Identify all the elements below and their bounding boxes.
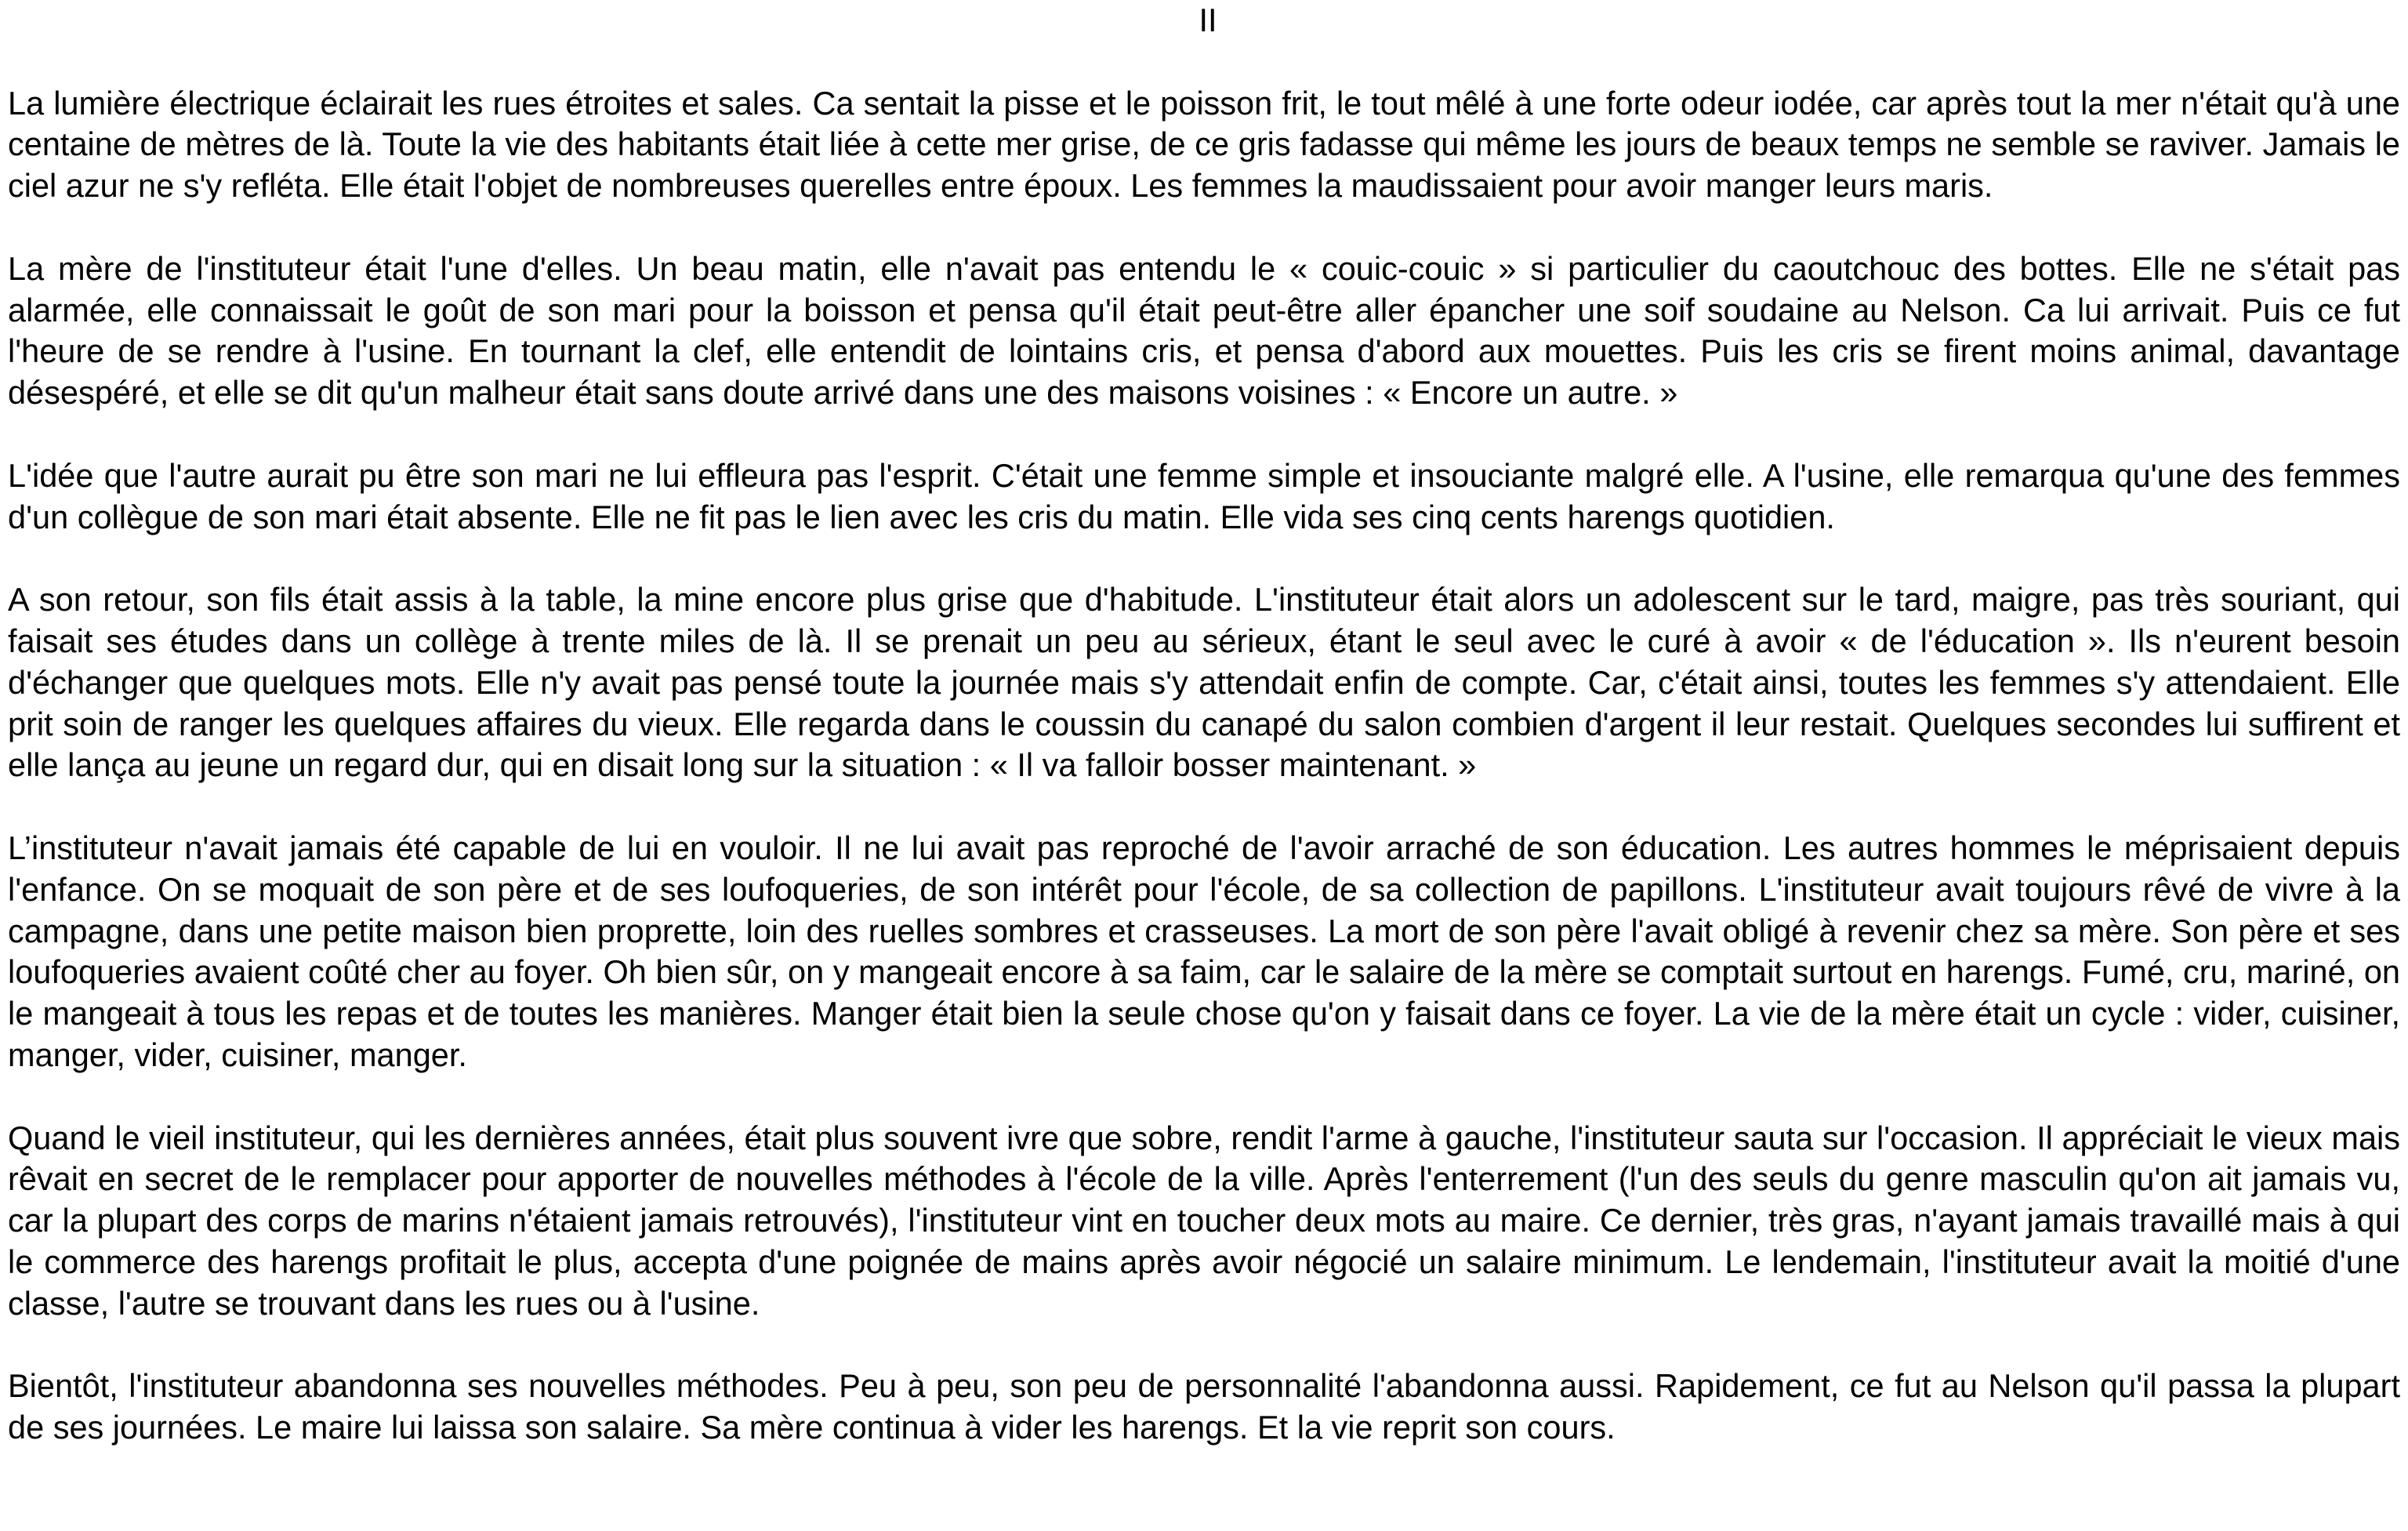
document-page: [8, 0, 2400, 1449]
spacer: [8, 1325, 2400, 1366]
chapter-heading: II: [1199, 2, 1217, 38]
paragraph: Bientôt, l'instituteur abandonna ses nouvelles méthodes. Peu à peu, son peu de personnalité l'abandonna aussi. Rapidement, ce fut au Nelson qu'il passa la plupart de ses journées. Le maire lui laissa son salaire. Sa mère continua à vider les harengs. Et la vie reprit son cours.: [8, 1367, 2400, 1446]
paragraph: A son retour, son fils était assis à la table, la mine encore plus grise que d'habitude. L'instituteur était alors un adolescent sur le tard, maigre, pas très souriant, qui faisait ses études dans un collège à trente miles de là. Il se prenait un peu au sérieux, étant le seul avec le curé à avoir « de l'éducation ». Ils n'eurent besoin d'échanger que quelques mots. Elle n'y avait pas pensé toute la journée mais s'y attendait enfin de compte. Car, c'était ainsi, toutes les femmes s'y attendaient. Elle prit soin de ranger les quelques affaires du vieux. Elle regarda dans le coussin du canapé du salon combien d'argent il leur restait. Quelques secondes lui suffirent et elle lança au jeune un regard dur, qui en disait long sur la situation : « Il va falloir bosser maintenant. »: [8, 581, 2400, 784]
paragraph: La mère de l'instituteur était l'une d'elles. Un beau matin, elle n'avait pas entendu le « couic-couic » si particulier du caoutchouc des bottes. Elle ne s'était pas alarmée, elle connaissait le goût de son mari pour la boisson et pensa qu'il était peut-être aller épancher une soif soudaine au Nelson. Ca lui arrivait. Puis ce fut l'heure de se rendre à l'usine. En tournant la clef, elle entendit de lointains cris, et pensa d'abord aux mouettes. Puis les cris se firent moins animal, davantage désespéré, et elle se dit qu'un malheur était sans doute arrivé dans une des maisons voisines : « Encore un autre. »: [8, 249, 2400, 412]
spacer: [8, 538, 2400, 579]
paragraph: L’instituteur n'avait jamais été capable de lui en vouloir. Il ne lui avait pas reproché de l'avoir arraché de son éducation. Les autres hommes le méprisaient depuis l'enfance. On se moquait de son père et de ses loufoqueries, de son intérêt pour l'école, de sa collection de papillons. L'instituteur avait toujours rêvé de vivre à la campagne, dans une petite maison bien proprette, loin des ruelles sombres et crasseuses. La mort de son père l'avait obligé à revenir chez sa mère. Son père et ses loufoqueries avaient coûté cher au foyer. Oh bien sûr, on y mangeait encore à sa faim, car le salaire de la mère se comptait surtout en harengs. Fumé, cru, mariné, on le mangeait à tous les repas et de toutes les manières. Manger était bien la seule chose qu'on y faisait dans ce foyer. La vie de la mère était un cycle : vider, cuisiner, manger, vider, cuisiner, manger.: [8, 829, 2400, 1073]
paragraph: Quand le vieil instituteur, qui les dernières années, était plus souvent ivre que sobre, rendit l'arme à gauche, l'instituteur sauta sur l'occasion. Il appréciait le vieux mais rêvait en secret de le remplacer pour apporter de nouvelles méthodes à l'école de la ville. Après l'enterrement (l'un des seuls du genre masculin qu'on ait jamais vu, car la plupart des corps de marins n'étaient jamais retrouvés), l'instituteur vint en toucher deux mots au maire. Ce dernier, très gras, n'ayant jamais travaillé mais à qui le commerce des harengs profitait le plus, accepta d'une poignée de mains après avoir négocié un salaire minimum. Le lendemain, l'instituteur avait la moitié d'une classe, l'autre se trouvant dans les rues ou à l'usine.: [8, 1119, 2400, 1322]
spacer: [8, 207, 2400, 249]
paragraph: La lumière électrique éclairait les rues étroites et sales. Ca sentait la pisse et le poisson frit, le tout mêlé à une forte odeur iodée, car après tout la mer n'était qu'à une centaine de mètres de là. Toute la vie des habitants était liée à cette mer grise, de ce gris fadasse qui même les jours de beaux temps ne semble se raviver. Jamais le ciel azur ne s'y refléta. Elle était l'objet de nombreuses querelles entre époux. Les femmes la maudissaient pour avoir manger leurs maris.: [8, 84, 2400, 205]
spacer: [8, 414, 2400, 455]
spacer: [8, 42, 2400, 83]
spacer: [8, 786, 2400, 828]
spacer: [8, 1076, 2400, 1118]
paragraph: L'idée que l'autre aurait pu être son mari ne lui effleura pas l'esprit. C'était une femme simple et insouciante malgré elle. A l'usine, elle remarqua qu'une des femmes d'un collègue de son mari était absente. Elle ne fit pas le lien avec les cris du matin. Elle vida ses cinq cents harengs quotidien.: [8, 456, 2400, 535]
